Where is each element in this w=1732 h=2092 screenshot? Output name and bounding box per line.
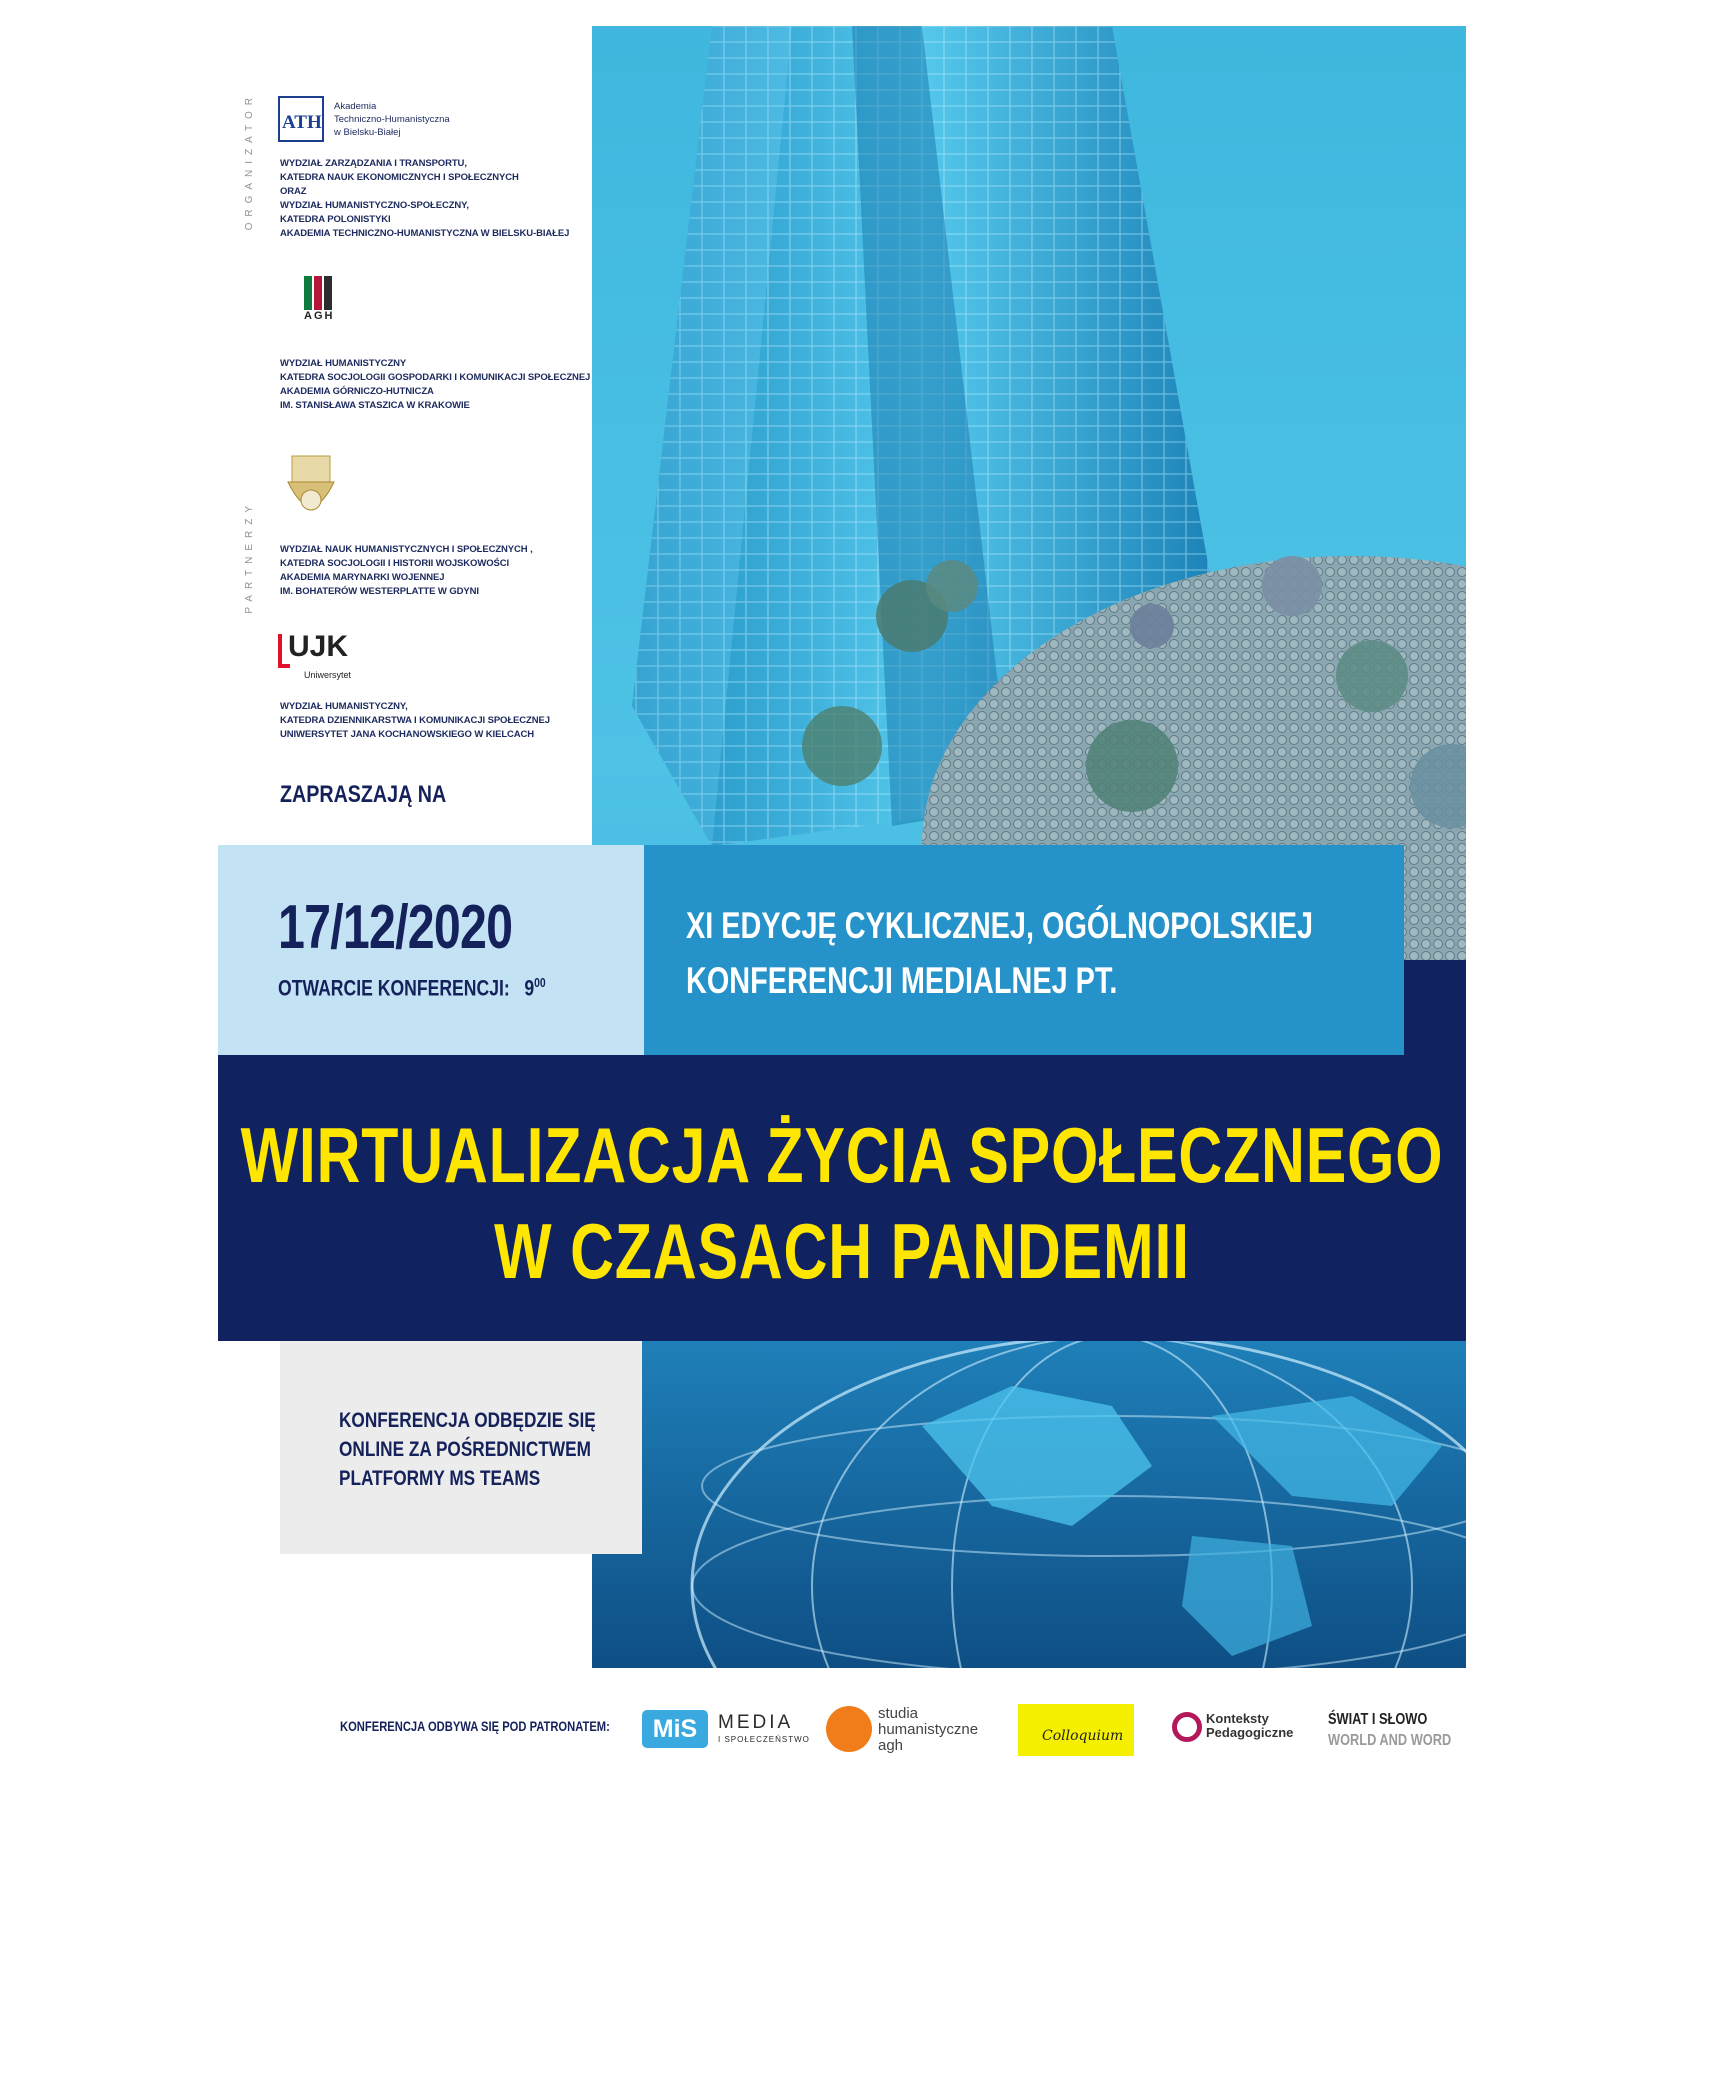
agh-line: KATEDRA SOCJOLOGII GOSPODARKI I KOMUNIKACJI SPOŁECZNEJ [280, 372, 591, 383]
agh-partner-text [280, 357, 590, 413]
opening-label: OTWARCIE KONFERENCJI: [278, 975, 510, 1001]
ath-line: WYDZIAŁ ZARZĄDZANIA I TRANSPORTU, [280, 158, 467, 169]
amw-emblem [282, 452, 340, 528]
ath-line: KATEDRA NAUK EKONOMICZNYCH I SPOŁECZNYCH [280, 172, 519, 183]
title-container [218, 1055, 1466, 1341]
online-line: KONFERENCJA ODBĘDZIE SIĘ [339, 1409, 596, 1432]
agh-logo-text: AGH [304, 310, 335, 322]
agh-line: WYDZIAŁ HUMANISTYCZNY [280, 358, 407, 369]
opening-hour: 9 [524, 975, 535, 1001]
ath-name-line: w Bielsku-Białej [334, 127, 401, 138]
organizer-vertical-label: ORGANIZATOR [244, 92, 255, 231]
ath-name [334, 100, 450, 139]
kp-line: Konteksty [1206, 1711, 1269, 1726]
navy-accent-block [1404, 960, 1466, 1055]
sh-line: humanistyczne [878, 1721, 979, 1738]
agh-line: AKADEMIA GÓRNICZO-HUTNICZA [280, 386, 434, 397]
konteksty-pedagogiczne-text [1206, 1712, 1293, 1740]
amw-line: AKADEMIA MARYNARKI WOJENNEJ [280, 572, 445, 583]
world-and-word-title: WORLD AND WORD [1328, 1732, 1452, 1749]
amw-partner-text [280, 543, 533, 599]
konteksty-pedagogiczne-logo [1172, 1712, 1202, 1742]
ath-logo-text: ATH [282, 112, 322, 133]
edition-text [686, 898, 1313, 1008]
kp-line: Pedagogiczne [1206, 1725, 1294, 1740]
event-date: 17/12/2020 [278, 893, 513, 962]
sh-line: agh [878, 1737, 904, 1754]
ath-organizer-text [280, 157, 569, 241]
ujk-logo-subtext: Uniwersytet [304, 670, 352, 680]
edition-line: KONFERENCJI MEDIALNEJ PT. [686, 960, 1118, 1001]
studia-humanistyczne-logo [826, 1706, 872, 1752]
mis-logo: MiS [642, 1710, 708, 1748]
conference-title-line: WIRTUALIZACJA ŻYCIA SPOŁECZNEGO [240, 1111, 1444, 1199]
conference-title-line: W CZASACH PANDEMII [494, 1207, 1190, 1295]
amw-line: IM. BOHATERÓW WESTERPLATTE W GDYNI [280, 586, 479, 597]
online-line: PLATFORMY MS TEAMS [339, 1467, 541, 1490]
sh-line: studia [878, 1705, 919, 1722]
edition-line: XI EDYCJĘ CYKLICZNEJ, OGÓLNOPOLSKIEJ [686, 905, 1314, 946]
ath-line: AKADEMIA TECHNICZNO-HUMANISTYCZNA W BIELSKU-BIAŁEJ [280, 228, 570, 239]
ath-line: WYDZIAŁ HUMANISTYCZNO-SPOŁECZNY, [280, 200, 469, 211]
ath-line: ORAZ [280, 186, 307, 197]
online-info-text [339, 1406, 596, 1493]
ath-line: KATEDRA POLONISTYKI [280, 214, 391, 225]
ujk-line: KATEDRA DZIENNIKARSTWA I KOMUNIKACJI SPOŁECZNEJ [280, 715, 550, 726]
studia-humanistyczne-text [878, 1706, 978, 1754]
amw-line: WYDZIAŁ NAUK HUMANISTYCZNYCH I SPOŁECZNYCH , [280, 544, 533, 555]
mis-subtitle: I SPOŁECZEŃSTWO [718, 1735, 810, 1744]
ath-name-line: Techniczno-Humanistyczna [334, 114, 450, 125]
ujk-logo-text: UJK [288, 630, 349, 663]
agh-line: IM. STANISŁAWA STASZICA W KRAKOWIE [280, 400, 470, 411]
colloquium-text: Colloquium [1042, 1728, 1124, 1744]
opening-time [278, 975, 546, 1001]
ujk-line: UNIWERSYTET JANA KOCHANOWSKIEGO W KIELCACH [280, 729, 535, 740]
amw-line: KATEDRA SOCJOLOGII I HISTORII WOJSKOWOŚCI [280, 558, 510, 569]
partners-vertical-label: PARTNERZY [244, 500, 255, 614]
ujk-partner-text [280, 700, 550, 742]
swiat-i-slowo-title: ŚWIAT I SŁOWO [1328, 1711, 1428, 1728]
ath-name-line: Akademia [334, 101, 377, 112]
opening-minutes: 00 [534, 975, 546, 990]
ujk-line: WYDZIAŁ HUMANISTYCZNY, [280, 701, 408, 712]
patronage-label: KONFERENCJA ODBYWA SIĘ POD PATRONATEM: [340, 1718, 610, 1734]
agh-logo [300, 276, 344, 320]
ujk-logo [278, 630, 358, 684]
invite-text: ZAPRASZAJĄ NA [280, 781, 447, 808]
ath-logo [278, 96, 324, 142]
mis-name: MEDIA [718, 1712, 794, 1733]
online-line: ONLINE ZA POŚREDNICTWEM [339, 1438, 591, 1461]
